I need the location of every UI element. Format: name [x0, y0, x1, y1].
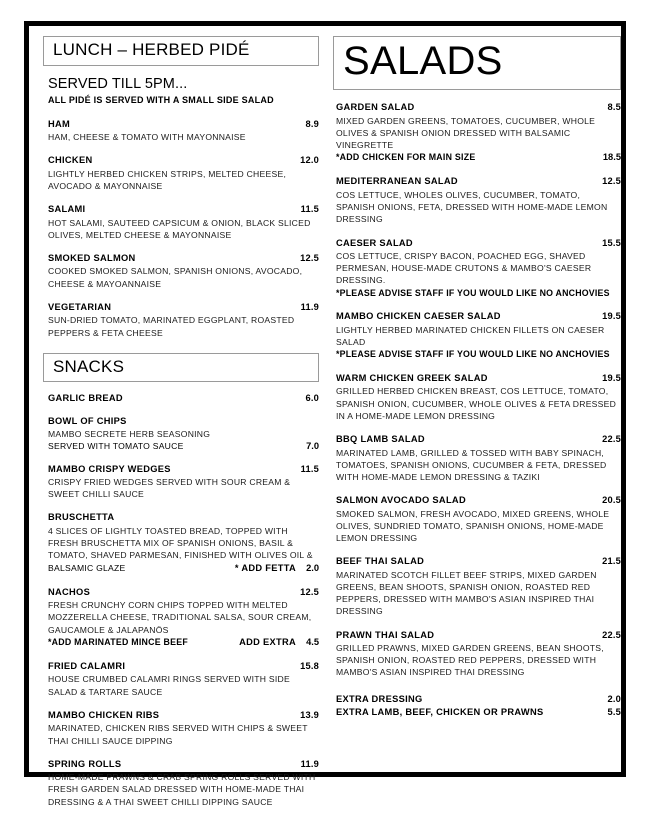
menu-item-addon-label: ADD EXTRA — [239, 636, 297, 647]
menu-item-addon-price: 7.0 — [306, 441, 319, 452]
menu-item-name: MAMBO CRISPY WEDGES — [48, 463, 171, 474]
menu-item-price: 21.5 — [602, 556, 621, 567]
menu-item-name: VEGETARIAN — [48, 301, 112, 312]
menu-item-desc: FRESH CRUNCHY CORN CHIPS TOPPED WITH MELTED MOZZERELLA CHEESE, TRADITIONAL SALSA, SOUR CREAM, GAUCAMOLE & JALAPANÖS — [48, 600, 312, 635]
menu-item-row — [336, 629, 621, 642]
menu-item-desc: COOKED SMOKED SALMON, SPANISH ONIONS, AVOCADO, CHEESE & MAYOANNAISE — [48, 266, 303, 289]
menu-item-addon-note: *ADD MARINATED MINCE BEEF — [48, 636, 188, 647]
menu-item-addon-row — [48, 562, 319, 575]
menu-item-desc: HOT SALAMI, SAUTEED CAPSICUM & ONION, BLACK SLICED OLIVES, MELTED CHEESE & MAYONNAISE — [48, 217, 311, 240]
menu-item-addon-row — [48, 440, 319, 453]
menu-item-row — [336, 101, 621, 114]
menu-item-price: 20.5 — [602, 495, 621, 506]
menu-item-name: WARM CHICKEN GREEK SALAD — [336, 372, 488, 383]
salads-items-list — [333, 101, 621, 719]
menu-item-desc: 4 SLICES OF LIGHTLY TOASTED BREAD, TOPPED WITH FRESH BRUSCHETTA MIX OF SPANISH ONIONS, BASIL & TOMATO, SHAVED PARMESAN, FINISHED WITH OLIVES OIL & — [48, 525, 313, 561]
extras-name: EXTRA DRESSING — [336, 693, 423, 704]
menu-item-row — [48, 758, 319, 771]
menu-item-desc: GRILLED PRAWNS, MIXED GARDEN GREENS, BEAN SHOOTS, SPANISH ONION, ROASTED RED PEPPERS, DRESSED WITH MAMBO'S ASIAN INSPIRED THAI DRESSING — [336, 642, 604, 678]
menu-item — [336, 555, 621, 617]
menu-item-desc: LIGHTLY HERBED CHICKEN STRIPS, MELTED CHEESE, AVOCADO & MAYONNAISE — [48, 168, 287, 191]
salads-section-title: SALADS — [343, 39, 503, 83]
menu-frame — [24, 21, 626, 807]
menu-item-addon-label: *ADD CHICKEN FOR MAIN SIZE — [336, 152, 476, 163]
menu-item-name: SALMON AVOCADO SALAD — [336, 495, 466, 506]
menu-item-addon-row — [48, 636, 319, 649]
menu-item-name: SALAMI — [48, 204, 86, 215]
menu-item — [48, 301, 319, 339]
menu-item-row — [336, 372, 621, 385]
menu-item-note: *PLEASE ADVISE STAFF IF YOU WOULD LIKE NO ANCHOVIES — [336, 287, 610, 298]
menu-item-name: SPRING ROLLS — [48, 758, 122, 769]
menu-item-name: CAESER SALAD — [336, 237, 413, 248]
snacks-items-list — [43, 392, 319, 808]
menu-item-row — [48, 301, 319, 314]
menu-item-row — [336, 237, 621, 250]
menu-item-desc: COS LETTUCE, CRISPY BACON, POACHED EGG, SHAVED PERMESAN, HOUSE-MADE CRUTONS & MAMBO'S CAESER DRESSING. — [336, 251, 592, 286]
menu-item-row — [48, 511, 319, 524]
menu-item-name: BRUSCHETTA — [48, 512, 115, 523]
menu-item-row — [336, 494, 621, 507]
menu-item-price: 12.5 — [602, 176, 621, 187]
lunch-intro-main: SERVED TILL 5PM... — [48, 75, 188, 92]
menu-item-row — [336, 310, 621, 323]
menu-item-desc: MARINATED, CHICKEN RIBS SERVED WITH CHIPS & SWEET THAI CHILLI SAUCE DIPPING — [48, 723, 308, 746]
menu-item — [48, 154, 319, 192]
menu-item-name: NACHOS — [48, 586, 91, 597]
menu-item-addon-label: * ADD FETTA — [234, 562, 297, 573]
menu-item-row — [48, 252, 319, 265]
menu-item-price: 8.5 — [607, 102, 621, 113]
menu-item-price: 22.5 — [602, 434, 621, 445]
menu-item — [336, 494, 621, 544]
menu-item — [48, 203, 319, 241]
menu-item-desc: MARINATED SCOTCH FILLET BEEF STRIPS, MIXED GARDEN GREENS, BEAN SHOOTS, SPANISH ONION, ROASTED RED PEPPERS, DRESSED WITH MAMBO'S ASIAN INSPIRED THAI DRESSING — [336, 569, 597, 617]
menu-item — [48, 660, 319, 698]
menu-item — [336, 310, 621, 361]
menu-item-row — [336, 433, 621, 446]
menu-item-name: HAM — [48, 118, 71, 129]
menu-item-row — [48, 154, 319, 167]
menu-item-row — [336, 175, 621, 188]
menu-item — [336, 175, 621, 225]
menu-item-price: 12.0 — [300, 155, 319, 166]
snacks-section-header — [43, 353, 319, 383]
menu-item-name: BEEF THAI SALAD — [336, 556, 425, 567]
menu-item-desc: SMOKED SALMON, FRESH AVOCADO, MIXED GREENS, WHOLE OLIVES, SUNDRIED TOMATO, SPANISH ONIONS, HOME-MADE LEMON DRESSING — [336, 508, 610, 544]
menu-item-name: GARDEN SALAD — [336, 102, 415, 113]
menu-item — [48, 586, 319, 649]
menu-item-note: *PLEASE ADVISE STAFF IF YOU WOULD LIKE NO ANCHOVIES — [336, 349, 610, 360]
lunch-intro-sub: ALL PIDÉ IS SERVED WITH A SMALL SIDE SALAD — [48, 94, 274, 105]
menu-item-name: CHICKEN — [48, 155, 93, 166]
menu-item-addon-label: SERVED WITH TOMATO SAUCE — [48, 441, 184, 452]
menu-item-desc: MARINATED LAMB, GRILLED & TOSSED WITH BABY SPINACH, TOMATOES, SPANISH ONIONS, CUCUMBER & FETA, DRESSED WITH HOME-MADE LEMON DRESSING & TAZIKI — [336, 447, 607, 482]
menu-item-row — [48, 463, 319, 476]
menu-item — [48, 511, 319, 574]
menu-item — [48, 118, 319, 144]
menu-item-price: 13.9 — [300, 709, 319, 720]
menu-item-name: PRAWN THAI SALAD — [336, 629, 435, 640]
lunch-section-title: LUNCH – HERBED PIDÉ — [53, 40, 250, 59]
extras-name: EXTRA LAMB, BEEF, CHICKEN OR PRAWNS — [336, 707, 544, 718]
menu-item — [336, 101, 621, 164]
salads-section-header — [333, 36, 621, 90]
menu-item-row — [48, 392, 319, 405]
menu-item-price: 22.5 — [602, 629, 621, 640]
menu-item-name: MEDITERRANEAN SALAD — [336, 176, 458, 187]
menu-item-desc: COS LETTUCE, WHOLES OLIVES, CUCUMBER, TOMATO, SPANISH ONIONS, FETA, DRESSED WITH HOME-MADE LEMON DRESSING — [336, 189, 608, 225]
menu-item-row — [48, 709, 319, 722]
menu-item-name: GARLIC BREAD — [48, 393, 123, 404]
menu-item-price: 11.5 — [300, 463, 319, 474]
menu-item-name: FRIED CALAMRI — [48, 661, 126, 671]
menu-item-desc: CRISPY FRIED WEDGES SERVED WITH SOUR CREAM & SWEET CHILLI SAUCE — [48, 477, 291, 500]
menu-item-price: 11.5 — [300, 204, 319, 215]
menu-item-addon-price: 2.0 — [306, 562, 319, 573]
menu-item-name: MAMBO CHICKEN CAESER SALAD — [336, 311, 501, 322]
extras-list — [336, 693, 621, 720]
menu-columns — [29, 26, 621, 807]
menu-item-price: 12.5 — [300, 586, 319, 597]
menu-item-price: 19.5 — [602, 372, 621, 383]
menu-item-row — [48, 415, 319, 428]
lunch-items-list — [43, 118, 319, 339]
menu-item-desc: HAM, CHEESE & TOMATO WITH MAYONNAISE — [48, 132, 246, 143]
menu-item-price: 15.8 — [300, 661, 319, 671]
extras-price: 2.0 — [607, 693, 621, 704]
menu-item — [48, 463, 319, 501]
menu-item-price: 15.5 — [602, 237, 621, 248]
menu-item-row — [48, 118, 319, 131]
menu-item — [336, 237, 621, 300]
snacks-section-title: SNACKS — [53, 356, 125, 376]
menu-item-desc: GRILLED HERBED CHICKEN BREAST, COS LETTUCE, TOMATO, SPANISH ONION, CUCUMBER, WHOLE OLIVES & FETA DRESSED IN A HOME-MADE LEMON DRESSING — [336, 386, 617, 421]
menu-item — [48, 252, 319, 290]
menu-item-name: BBQ LAMB SALAD — [336, 434, 425, 445]
menu-item — [48, 758, 319, 808]
menu-item-desc: SUN-DRIED TOMATO, MARINATED EGGPLANT, ROASTED PEPPERS & FETA CHEESE — [48, 315, 295, 338]
menu-item-row — [336, 555, 621, 568]
extras-row — [336, 693, 621, 706]
menu-item-name: SMOKED SALMON — [48, 252, 136, 263]
menu-item-price: 11.9 — [300, 301, 319, 312]
menu-item-desc: HOUSE CRUMBED CALAMRI RINGS SERVED WITH SIDE SALAD & TARTARE SAUCE — [48, 674, 290, 697]
menu-item — [48, 415, 319, 454]
menu-item-desc: MAMBO SECRETE HERB SEASONING — [48, 429, 211, 440]
menu-item-price: 11.9 — [300, 758, 319, 769]
lunch-column — [43, 36, 325, 819]
menu-item — [336, 629, 621, 679]
menu-item — [336, 433, 621, 483]
lunch-section-header — [43, 36, 319, 66]
menu-item-desc: LIGHTLY HERBED MARINATED CHICKEN FILLETS ON CAESER SALAD — [336, 324, 605, 348]
menu-item-row — [48, 586, 319, 599]
menu-item-desc: HOME-MADE PRAWNS & CRAB SPRING ROLLS SERVED WITH FRESH GARDEN SALAD DRESSED WITH HOME-MADE THAI DRESSING & A THAI SWEET CHILLI DIPPING SAUCE — [48, 772, 316, 807]
menu-item-row — [48, 203, 319, 216]
menu-item-addon-row — [336, 151, 621, 164]
menu-item-addon-price: 4.5 — [306, 636, 319, 647]
salads-column — [333, 36, 621, 720]
menu-item — [48, 392, 319, 405]
menu-item-price: 6.0 — [305, 393, 319, 404]
menu-item — [336, 372, 621, 422]
menu-item-addon-price: 18.5 — [602, 152, 621, 163]
menu-item-desc: MIXED GARDEN GREENS, TOMATOES, CUCUMBER, WHOLE OLIVES & SPANISH ONION DRESSED WITH BALSAMIC VINEGRETTE — [336, 115, 596, 151]
menu-item-price: 8.9 — [305, 118, 319, 129]
menu-item — [48, 709, 319, 747]
menu-item-price: 12.5 — [300, 252, 319, 263]
menu-item-name: MAMBO CHICKEN RIBS — [48, 709, 160, 720]
menu-item-row — [48, 660, 319, 673]
menu-item-name: BOWL OF CHIPS — [48, 415, 127, 426]
extras-row — [336, 706, 621, 719]
menu-item-price: 19.5 — [602, 311, 621, 322]
menu-item-desc-tail: BALSAMIC GLAZE — [48, 562, 126, 573]
extras-price: 5.5 — [607, 707, 621, 718]
